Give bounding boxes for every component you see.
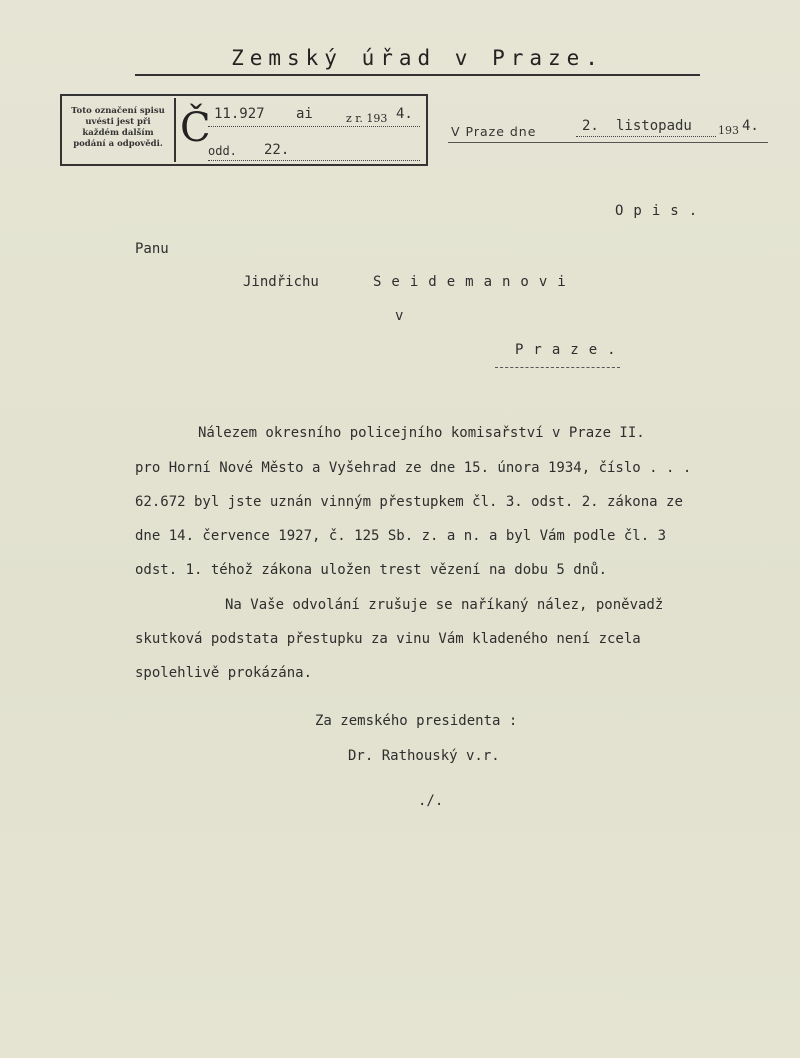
date-year-suffix: 4.: [742, 118, 759, 134]
file-suffix: ai: [296, 106, 313, 122]
reference-box: [60, 94, 428, 166]
body-line-4: dne 14. července 1927, č. 125 Sb. z. a n. a byl Vám podle čl. 3: [135, 528, 667, 544]
body-p2-line-1: Na Vaše odvolání zrušuje se naříkaný nález, poněvadž: [225, 597, 664, 613]
file-year-prefix: z r. 193: [346, 112, 388, 125]
closing-mark: ./.: [418, 793, 444, 809]
reference-divider: [174, 98, 176, 162]
body-p2-line-2: skutková podstata přestupku za vinu Vám kladeného není zcela: [135, 631, 641, 647]
date-place-prefix: V Praze dne: [451, 124, 537, 139]
department-line: [208, 142, 420, 161]
office-title: Zemský úřad v Praze.: [231, 46, 604, 70]
salutation: Panu: [135, 241, 169, 257]
city-underline: [495, 367, 620, 368]
body-line-3: 62.672 byl jste uznán vinným přestupkem čl. 3. odst. 2. zákona ze: [135, 494, 683, 510]
body-line-1: Nálezem okresního policejního komisařství v Praze II.: [198, 425, 645, 441]
file-year-suffix: 4.: [396, 106, 413, 122]
addressee-city: Praze.: [515, 342, 626, 358]
signature-for-line: Za zemského presidenta :: [315, 713, 518, 729]
date-day: 2.: [582, 118, 599, 134]
date-year-prefix: 193: [718, 124, 739, 137]
body-line-2: pro Horní Nové Město a Vyšehrad ze dne 15. února 1934, číslo . . .: [135, 460, 692, 476]
date-line: [448, 118, 768, 143]
addressee-first-name: Jindřichu: [243, 274, 319, 290]
file-number: 11.927: [214, 106, 265, 122]
addressee-last-name: Seidemanovi: [373, 274, 576, 290]
copy-label: Opis.: [615, 203, 708, 219]
department-label: odd.: [208, 144, 237, 158]
header-rule: [135, 74, 700, 76]
body-line-5: odst. 1. téhož zákona uložen trest vězení na dobu 5 dnů.: [135, 562, 608, 578]
reference-number-line: [208, 106, 420, 127]
signature-name: Dr. Rathouský v.r.: [348, 748, 500, 764]
department-number: 22.: [264, 142, 290, 158]
reference-note: Toto označení spisu uvésti jest při každém dalším podání a odpovědi.: [71, 106, 165, 149]
date-month: listopadu: [616, 118, 692, 134]
reference-letter: Č: [180, 105, 211, 151]
date-dotted-line: [576, 136, 716, 137]
addressee-preposition: v: [395, 308, 404, 324]
body-p2-line-3: spolehlivě prokázána.: [135, 665, 313, 681]
